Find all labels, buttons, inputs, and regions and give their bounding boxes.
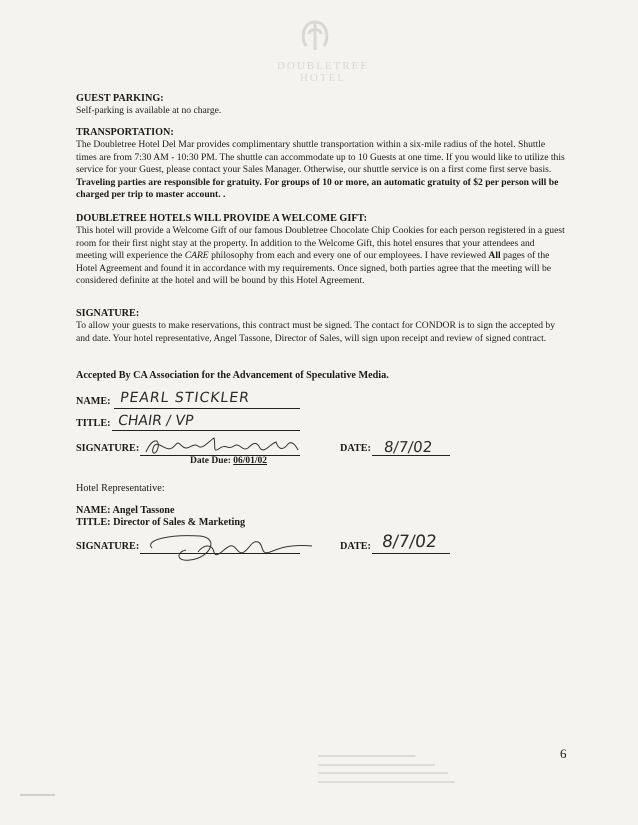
client-date-label: DATE: (340, 443, 371, 454)
doubletree-logo-icon (298, 16, 332, 56)
welcome-gift-text (76, 225, 566, 287)
care-emphasis: CARE (184, 250, 209, 262)
client-name-label: NAME: (76, 396, 111, 407)
hotel-rep-date-label: DATE: (340, 541, 371, 552)
hotel-rep-date-line (372, 553, 450, 554)
client-title-line (112, 430, 300, 431)
signature-heading: SIGNATURE: (76, 308, 140, 319)
transportation-text (76, 139, 566, 201)
all-emphasis: All (488, 250, 501, 262)
transportation-gratuity-notice: Traveling parties are responsible for gratuity. For groups of 10 or more, an automatic gratuity of $2 per person will be charged per trip to master account. . (76, 176, 559, 201)
bleed-line: ▬▬▬▬▬▬▬▬▬▬▬▬▬▬▬▬▬▬▬▬▬ (318, 777, 455, 785)
transportation-heading: TRANSPORTATION: (76, 127, 174, 138)
hotel-rep-name: NAME: Angel Tassone (76, 505, 175, 516)
date-due (190, 456, 267, 466)
signature-section (76, 308, 566, 345)
welcome-gift-body-2: philosophy from each and every one of our employees. I have reviewed (208, 250, 489, 262)
page-number: 6 (560, 746, 567, 761)
accepted-by-line: Accepted By CA Association for the Advancement of Speculative Media. (76, 370, 389, 381)
hotel-rep-title: TITLE: Director of Sales & Marketing (76, 517, 246, 528)
bleed-through-brand: ▬▬▬▬▬ (20, 790, 55, 798)
bleed-line: ▬▬▬▬▬▬▬▬▬▬▬▬▬▬▬▬▬▬ (318, 760, 435, 768)
doubletree-logo-text: DOUBLETREE HOTEL (276, 60, 370, 84)
welcome-gift-body-3: pages of the Hotel Agreement and found it in accordance with my requirements. Once signed, both parties agree that the meeting will be considered definite at the hotel and will be bound by this Hotel Agreement. (76, 250, 552, 287)
signature-text: To allow your guests to make reservations, this contract must be signed. The contact for CONDOR is to sign the accepted by and date. Your hotel representative, Angel Tassone, Director of Sales, will sign upon receipt and review of signed contract. (76, 320, 555, 344)
welcome-gift-body-1: This hotel will provide a Welcome Gift of our famous Doubletree Chocolate Chip Cookies for each person registered in a guest room for their first night stay at the property. In addition to the Welcome Gift, this hotel ensures that your attendees and meeting will experience the (76, 225, 565, 262)
bleed-line: ▬▬▬▬▬▬▬▬▬▬▬▬▬▬▬▬▬▬▬▬ (318, 769, 448, 776)
hotel-rep-heading: Hotel Representative: (76, 483, 165, 494)
hotel-rep-signature-label: SIGNATURE: (76, 541, 140, 552)
transportation-body: The Doubletree Hotel Del Mar provides complimentary shuttle transportation within a six-mile radius of the hotel. Shuttle times are from 7:30 AM - 10:30 PM. The shuttle can accommodate up to 10 Guests at one time. If you would like to utilize this service for your Guest, please contact your Sales Manager. Otherwise, our shuttle service is on a first come first serve basis. (76, 139, 565, 176)
date-due-value: 06/01/02 (233, 456, 268, 466)
bleed-line: ▬▬▬▬▬▬▬▬▬▬▬▬▬▬▬ (318, 752, 416, 759)
date-due-label: Date Due: (190, 456, 231, 466)
client-date-handwritten: 8/7/02 (383, 438, 434, 456)
client-name-handwritten: PEARL STICKLER (118, 390, 251, 406)
transportation-section (76, 127, 566, 201)
hotel-rep-signature-scribble (140, 526, 320, 566)
guest-parking-section (76, 93, 566, 118)
client-title-handwritten: CHAIR / VP (116, 413, 195, 429)
guest-parking-text: Self-parking is available at no charge. (76, 105, 222, 117)
welcome-gift-section (76, 213, 566, 287)
client-name-line (114, 408, 300, 409)
hotel-rep-date-handwritten: 8/7/02 (380, 532, 438, 552)
bleed-through-footer (318, 752, 548, 786)
client-title-label: TITLE: (76, 418, 111, 429)
welcome-gift-heading: DOUBLETREE HOTELS WILL PROVIDE A WELCOME GIFT: (76, 213, 367, 224)
client-signature-label: SIGNATURE: (76, 443, 140, 454)
guest-parking-heading: GUEST PARKING: (76, 93, 164, 104)
